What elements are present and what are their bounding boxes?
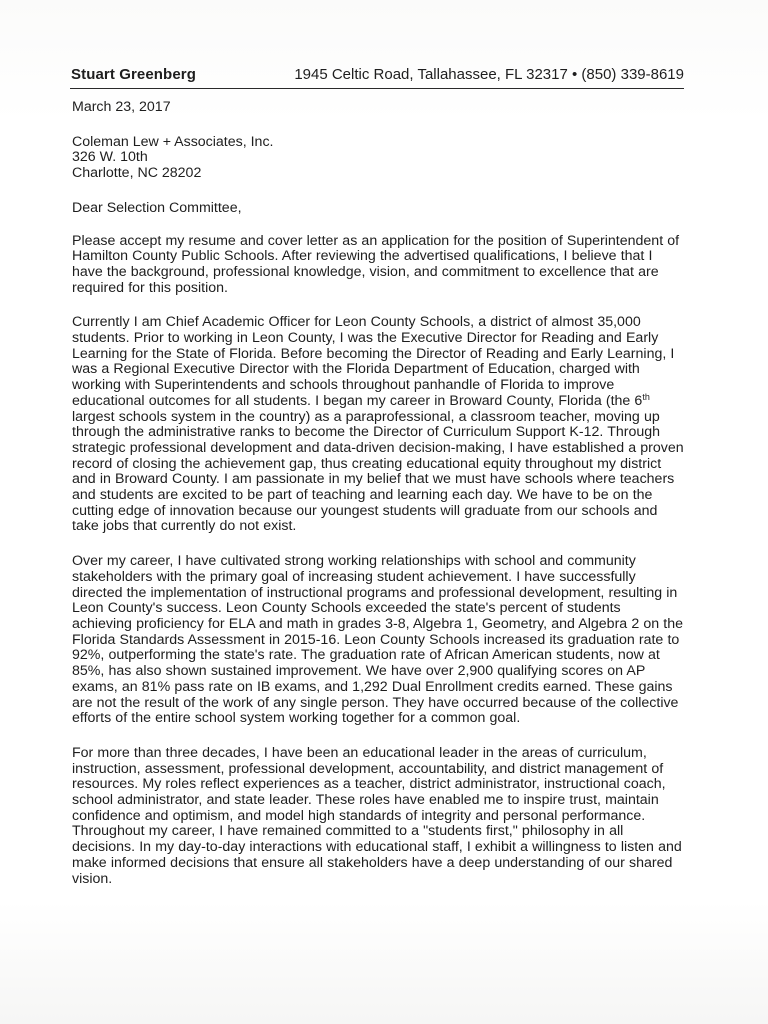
recipient-city: Charlotte, NC 28202 — [72, 165, 202, 182]
paragraph-achievements: Over my career, I have cultivated strong working relationships with school and community stakeholders with the primary goal of increasing student achievement. I have successfully directed the implementation of instructional programs and professional development, resulting in Leon County's success. Leon County Schools exceeded the state's percent of students achieving proficiency for ELA and math in grades 3-8, Algebra 1, Geometry, and Algebra 2 on the Florida Standards Assessment in 2015-16. Leon County Schools increased its graduation rate to 92%, outperforming the state's rate. The graduation rate of African American students, now at 85%, has also shown sustained improvement. We have over 2,900 qualifying scores on AP exams, an 81% pass rate on IB exams, and 1,292 Dual Enrollment credits earned. These gains are not the result of the work of any single person. They have occurred because of the collective efforts of the entire school system working together for a common goal. — [72, 553, 684, 727]
paragraph-current-role-part2: largest schools system in the country) as a paraprofessional, a classroom teacher, moving up through the administrative ranks to become the Director of Curriculum Support K-12. Through strategic professional development and data-driven decision-making, I have established a proven record of closing the achievement gap, thus creating educational equity throughout my district and in Broward County. I am passionate in my belief that we must have schools where teachers and students are excited to be part of teaching and learning each day. We have to be on the cutting edge of innovation because our youngest students will graduate from our schools and take jobs that currently do not exist. — [72, 408, 684, 535]
letterhead-divider — [70, 88, 684, 89]
paragraph-current-role-part1: Currently I am Chief Academic Officer for Leon County Schools, a district of almost 35,000 students. Prior to working in Leon County, I was the Executive Director for Reading and Early Learning for the State of Florida. Before becoming the Director of Reading and Early Learning, I was a Regional Executive Director with the Florida Department of Education, charged with working with Superintendents and schools throughout panhandle of Florida to improve educational outcomes for all students. I began my career in Broward County, Florida (the 6 — [72, 314, 675, 409]
recipient-street: 326 W. 10th — [72, 149, 148, 166]
paragraph-current-role — [72, 315, 684, 535]
paragraph-leadership: For more than three decades, I have been an educational leader in the areas of curriculum, instruction, assessment, professional development, accountability, and district management of resources. My roles reflect experiences as a teacher, district administrator, instructional coach, school administrator, and state leader. These roles have enabled me to inspire trust, maintain confidence and optimism, and model high standards of integrity and personal performance. Throughout my career, I have remained committed to a "students first," philosophy in all decisions. In my day-to-day interactions with educational staff, I exhibit a willingness to listen and make informed decisions that ensure all stakeholders have a deep understanding of our shared vision. — [72, 744, 682, 887]
letterhead — [71, 66, 684, 88]
letter-date: March 23, 2017 — [72, 99, 171, 115]
paragraph-intro: Please accept my resume and cover letter as an application for the position of Superintendent of Hamilton County Public Schools. After reviewing the advertised qualifications, I believe that I have the background, professional knowledge, vision, and commitment to excellence that are required for this position. — [72, 232, 680, 296]
letter-body — [72, 100, 684, 887]
ordinal-superscript: th — [642, 391, 650, 402]
salutation: Dear Selection Committee, — [72, 199, 242, 216]
recipient-address — [72, 135, 684, 182]
sender-contact: 1945 Celtic Road, Tallahassee, FL 32317 • (850) 339-8619 — [294, 66, 684, 83]
recipient-company: Coleman Lew + Associates, Inc. — [72, 133, 274, 150]
sender-name: Stuart Greenberg — [71, 66, 196, 83]
